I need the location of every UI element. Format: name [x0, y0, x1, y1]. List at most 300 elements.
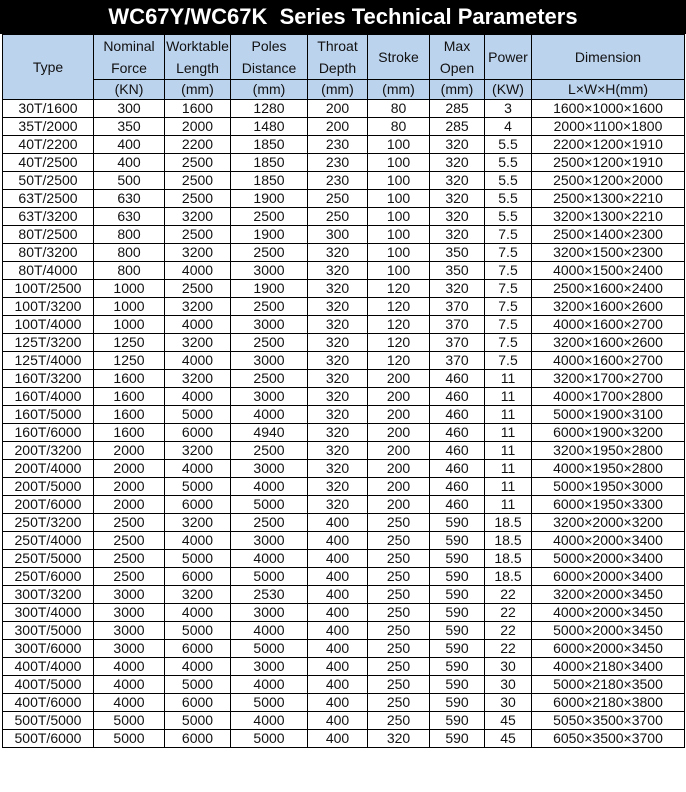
cell-force: 1250	[94, 352, 165, 370]
unit-poles: (mm)	[231, 80, 308, 100]
cell-dimension: 3200×1600×2600	[532, 298, 685, 316]
header-dimension: Dimension	[532, 35, 685, 80]
cell-poles: 5000	[231, 496, 308, 514]
cell-open: 460	[430, 370, 485, 388]
cell-type: 400T/6000	[3, 694, 94, 712]
cell-open: 460	[430, 496, 485, 514]
cell-power: 5.5	[485, 190, 532, 208]
cell-length: 3200	[165, 586, 231, 604]
cell-dimension: 2200×1200×1910	[532, 136, 685, 154]
table-row	[3, 586, 685, 604]
cell-stroke: 200	[368, 442, 430, 460]
cell-throat: 320	[308, 370, 368, 388]
cell-open: 370	[430, 316, 485, 334]
cell-length: 2500	[165, 226, 231, 244]
cell-length: 4000	[165, 388, 231, 406]
table-row	[3, 154, 685, 172]
cell-power: 5.5	[485, 208, 532, 226]
cell-power: 3	[485, 100, 532, 118]
table-row	[3, 496, 685, 514]
cell-force: 5000	[94, 712, 165, 730]
cell-poles: 4940	[231, 424, 308, 442]
cell-length: 3200	[165, 370, 231, 388]
cell-dimension: 5000×1950×3000	[532, 478, 685, 496]
cell-poles: 4000	[231, 550, 308, 568]
cell-open: 590	[430, 640, 485, 658]
unit-length: (mm)	[165, 80, 231, 100]
cell-length: 5000	[165, 550, 231, 568]
cell-open: 590	[430, 730, 485, 748]
cell-dimension: 5000×2000×3400	[532, 550, 685, 568]
cell-stroke: 250	[368, 640, 430, 658]
cell-poles: 3000	[231, 388, 308, 406]
cell-length: 4000	[165, 604, 231, 622]
cell-stroke: 250	[368, 532, 430, 550]
cell-throat: 400	[308, 658, 368, 676]
cell-power: 18.5	[485, 568, 532, 586]
header-throat: Throat Depth	[308, 35, 368, 80]
cell-force: 1600	[94, 406, 165, 424]
cell-throat: 320	[308, 334, 368, 352]
cell-open: 590	[430, 586, 485, 604]
cell-dimension: 5000×1900×3100	[532, 406, 685, 424]
table-row	[3, 298, 685, 316]
cell-throat: 200	[308, 118, 368, 136]
cell-poles: 3000	[231, 460, 308, 478]
cell-dimension: 3200×1950×2800	[532, 442, 685, 460]
cell-type: 40T/2200	[3, 136, 94, 154]
cell-dimension: 6050×3500×3700	[532, 730, 685, 748]
cell-power: 22	[485, 586, 532, 604]
cell-power: 22	[485, 604, 532, 622]
cell-power: 11	[485, 442, 532, 460]
cell-type: 30T/1600	[3, 100, 94, 118]
cell-type: 160T/5000	[3, 406, 94, 424]
cell-length: 6000	[165, 730, 231, 748]
table-row	[3, 388, 685, 406]
cell-force: 4000	[94, 694, 165, 712]
table-row	[3, 136, 685, 154]
unit-dimension: L×W×H(mm)	[532, 80, 685, 100]
cell-length: 2500	[165, 154, 231, 172]
cell-length: 3200	[165, 298, 231, 316]
cell-open: 350	[430, 262, 485, 280]
table-row	[3, 424, 685, 442]
cell-type: 500T/5000	[3, 712, 94, 730]
cell-length: 3200	[165, 442, 231, 460]
cell-length: 5000	[165, 478, 231, 496]
header-power: Power	[485, 35, 532, 80]
cell-length: 3200	[165, 334, 231, 352]
cell-type: 80T/3200	[3, 244, 94, 262]
cell-dimension: 2500×1400×2300	[532, 226, 685, 244]
cell-open: 590	[430, 568, 485, 586]
cell-force: 2500	[94, 532, 165, 550]
header-length: Worktable Length	[165, 35, 231, 80]
cell-stroke: 250	[368, 658, 430, 676]
cell-throat: 320	[308, 244, 368, 262]
cell-open: 590	[430, 712, 485, 730]
cell-open: 320	[430, 154, 485, 172]
cell-dimension: 3200×1500×2300	[532, 244, 685, 262]
cell-poles: 1850	[231, 136, 308, 154]
cell-length: 5000	[165, 712, 231, 730]
cell-dimension: 6000×1900×3200	[532, 424, 685, 442]
cell-length: 2500	[165, 172, 231, 190]
cell-open: 460	[430, 460, 485, 478]
table-row	[3, 316, 685, 334]
cell-power: 7.5	[485, 316, 532, 334]
cell-dimension: 3200×2000×3450	[532, 586, 685, 604]
table-row	[3, 406, 685, 424]
cell-length: 2500	[165, 280, 231, 298]
cell-stroke: 100	[368, 226, 430, 244]
cell-power: 45	[485, 730, 532, 748]
cell-dimension: 4000×1700×2800	[532, 388, 685, 406]
table-row	[3, 118, 685, 136]
cell-poles: 1480	[231, 118, 308, 136]
cell-force: 800	[94, 244, 165, 262]
cell-force: 2000	[94, 442, 165, 460]
cell-dimension: 4000×2180×3400	[532, 658, 685, 676]
cell-throat: 400	[308, 550, 368, 568]
unit-throat: (mm)	[308, 80, 368, 100]
cell-type: 63T/2500	[3, 190, 94, 208]
table-row	[3, 334, 685, 352]
cell-power: 11	[485, 478, 532, 496]
cell-poles: 3000	[231, 532, 308, 550]
cell-power: 22	[485, 640, 532, 658]
header-poles: Poles Distance	[231, 35, 308, 80]
cell-length: 3200	[165, 514, 231, 532]
table-row	[3, 244, 685, 262]
cell-power: 5.5	[485, 154, 532, 172]
cell-throat: 320	[308, 388, 368, 406]
cell-force: 2000	[94, 460, 165, 478]
cell-type: 160T/3200	[3, 370, 94, 388]
cell-force: 3000	[94, 586, 165, 604]
table-row	[3, 532, 685, 550]
cell-length: 4000	[165, 262, 231, 280]
cell-throat: 400	[308, 586, 368, 604]
cell-stroke: 120	[368, 316, 430, 334]
cell-dimension: 2500×1200×1910	[532, 154, 685, 172]
table-row	[3, 442, 685, 460]
cell-length: 5000	[165, 622, 231, 640]
cell-stroke: 100	[368, 172, 430, 190]
cell-stroke: 250	[368, 712, 430, 730]
cell-force: 2000	[94, 478, 165, 496]
table-row	[3, 658, 685, 676]
cell-open: 370	[430, 352, 485, 370]
cell-dimension: 1600×1000×1600	[532, 100, 685, 118]
cell-throat: 320	[308, 496, 368, 514]
cell-force: 2000	[94, 496, 165, 514]
cell-power: 11	[485, 388, 532, 406]
cell-stroke: 200	[368, 370, 430, 388]
cell-poles: 2500	[231, 244, 308, 262]
table-row	[3, 208, 685, 226]
unit-stroke: (mm)	[368, 80, 430, 100]
cell-throat: 250	[308, 190, 368, 208]
cell-power: 11	[485, 496, 532, 514]
cell-stroke: 120	[368, 298, 430, 316]
cell-poles: 4000	[231, 676, 308, 694]
cell-open: 460	[430, 388, 485, 406]
cell-type: 300T/4000	[3, 604, 94, 622]
table-row	[3, 262, 685, 280]
cell-power: 5.5	[485, 136, 532, 154]
cell-length: 5000	[165, 406, 231, 424]
cell-open: 590	[430, 604, 485, 622]
cell-throat: 320	[308, 406, 368, 424]
cell-throat: 320	[308, 460, 368, 478]
cell-type: 250T/5000	[3, 550, 94, 568]
cell-force: 2500	[94, 550, 165, 568]
cell-poles: 5000	[231, 730, 308, 748]
cell-power: 5.5	[485, 172, 532, 190]
cell-poles: 2500	[231, 442, 308, 460]
cell-stroke: 200	[368, 460, 430, 478]
cell-force: 3000	[94, 640, 165, 658]
cell-open: 590	[430, 532, 485, 550]
cell-type: 300T/6000	[3, 640, 94, 658]
table-row	[3, 676, 685, 694]
cell-open: 320	[430, 280, 485, 298]
cell-power: 4	[485, 118, 532, 136]
cell-length: 2200	[165, 136, 231, 154]
cell-throat: 400	[308, 712, 368, 730]
unit-open: (mm)	[430, 80, 485, 100]
cell-throat: 400	[308, 514, 368, 532]
cell-force: 800	[94, 226, 165, 244]
table-row	[3, 514, 685, 532]
cell-open: 320	[430, 208, 485, 226]
cell-poles: 1900	[231, 226, 308, 244]
cell-throat: 250	[308, 208, 368, 226]
cell-throat: 320	[308, 298, 368, 316]
cell-poles: 3000	[231, 604, 308, 622]
table-body	[3, 100, 685, 748]
cell-open: 320	[430, 226, 485, 244]
cell-length: 6000	[165, 424, 231, 442]
cell-power: 7.5	[485, 262, 532, 280]
cell-length: 4000	[165, 532, 231, 550]
cell-length: 1600	[165, 100, 231, 118]
table-row	[3, 190, 685, 208]
cell-force: 350	[94, 118, 165, 136]
cell-dimension: 4000×1500×2400	[532, 262, 685, 280]
sheet-title: WC67Y/WC67K Series Technical Parameters	[0, 0, 686, 34]
cell-throat: 230	[308, 154, 368, 172]
cell-poles: 3000	[231, 316, 308, 334]
cell-power: 7.5	[485, 352, 532, 370]
cell-dimension: 5050×3500×3700	[532, 712, 685, 730]
cell-type: 80T/4000	[3, 262, 94, 280]
cell-force: 500	[94, 172, 165, 190]
table-row	[3, 478, 685, 496]
table-row	[3, 604, 685, 622]
cell-poles: 1850	[231, 154, 308, 172]
cell-poles: 4000	[231, 712, 308, 730]
cell-open: 590	[430, 694, 485, 712]
cell-dimension: 4000×1600×2700	[532, 316, 685, 334]
cell-stroke: 100	[368, 208, 430, 226]
cell-force: 1000	[94, 298, 165, 316]
cell-throat: 400	[308, 622, 368, 640]
cell-throat: 320	[308, 316, 368, 334]
unit-power: (KW)	[485, 80, 532, 100]
cell-stroke: 320	[368, 730, 430, 748]
cell-stroke: 100	[368, 244, 430, 262]
cell-poles: 1900	[231, 280, 308, 298]
cell-throat: 230	[308, 136, 368, 154]
header-force: Nominal Force	[94, 35, 165, 80]
cell-type: 250T/4000	[3, 532, 94, 550]
cell-dimension: 6000×2180×3800	[532, 694, 685, 712]
cell-force: 2500	[94, 568, 165, 586]
cell-throat: 400	[308, 604, 368, 622]
table-row	[3, 550, 685, 568]
cell-power: 7.5	[485, 334, 532, 352]
cell-poles: 5000	[231, 694, 308, 712]
cell-power: 30	[485, 694, 532, 712]
cell-throat: 400	[308, 532, 368, 550]
cell-open: 460	[430, 406, 485, 424]
cell-stroke: 200	[368, 406, 430, 424]
cell-stroke: 250	[368, 550, 430, 568]
cell-dimension: 2500×1200×2000	[532, 172, 685, 190]
cell-open: 590	[430, 622, 485, 640]
cell-type: 200T/3200	[3, 442, 94, 460]
cell-force: 1000	[94, 280, 165, 298]
cell-type: 125T/3200	[3, 334, 94, 352]
cell-open: 460	[430, 442, 485, 460]
table-row	[3, 352, 685, 370]
cell-dimension: 6000×1950×3300	[532, 496, 685, 514]
cell-length: 6000	[165, 568, 231, 586]
cell-open: 350	[430, 244, 485, 262]
cell-stroke: 250	[368, 622, 430, 640]
table-row	[3, 172, 685, 190]
cell-poles: 3000	[231, 352, 308, 370]
cell-length: 3200	[165, 244, 231, 262]
cell-poles: 2500	[231, 334, 308, 352]
cell-stroke: 250	[368, 694, 430, 712]
table-row	[3, 370, 685, 388]
cell-force: 5000	[94, 730, 165, 748]
table-row	[3, 568, 685, 586]
cell-stroke: 250	[368, 514, 430, 532]
cell-poles: 4000	[231, 406, 308, 424]
cell-stroke: 200	[368, 496, 430, 514]
cell-stroke: 250	[368, 586, 430, 604]
cell-type: 160T/6000	[3, 424, 94, 442]
cell-open: 320	[430, 172, 485, 190]
cell-open: 320	[430, 136, 485, 154]
cell-open: 320	[430, 190, 485, 208]
cell-throat: 400	[308, 694, 368, 712]
cell-open: 285	[430, 118, 485, 136]
cell-open: 460	[430, 478, 485, 496]
table-row	[3, 622, 685, 640]
cell-force: 4000	[94, 676, 165, 694]
cell-length: 4000	[165, 352, 231, 370]
cell-force: 400	[94, 136, 165, 154]
cell-power: 11	[485, 460, 532, 478]
cell-throat: 320	[308, 262, 368, 280]
cell-poles: 3000	[231, 658, 308, 676]
cell-length: 4000	[165, 460, 231, 478]
cell-throat: 320	[308, 280, 368, 298]
cell-force: 1600	[94, 388, 165, 406]
table-header	[3, 35, 685, 100]
cell-stroke: 120	[368, 280, 430, 298]
cell-poles: 4000	[231, 478, 308, 496]
cell-power: 18.5	[485, 550, 532, 568]
cell-type: 160T/4000	[3, 388, 94, 406]
unit-force: (KN)	[94, 80, 165, 100]
cell-dimension: 6000×2000×3400	[532, 568, 685, 586]
cell-length: 2500	[165, 190, 231, 208]
cell-length: 2000	[165, 118, 231, 136]
header-type: Type	[3, 35, 94, 100]
cell-force: 3000	[94, 622, 165, 640]
cell-type: 63T/3200	[3, 208, 94, 226]
table-row	[3, 100, 685, 118]
table-row	[3, 460, 685, 478]
cell-length: 6000	[165, 496, 231, 514]
cell-open: 460	[430, 424, 485, 442]
cell-poles: 3000	[231, 262, 308, 280]
cell-poles: 1900	[231, 190, 308, 208]
table-row	[3, 712, 685, 730]
cell-type: 300T/5000	[3, 622, 94, 640]
cell-stroke: 250	[368, 568, 430, 586]
cell-stroke: 250	[368, 604, 430, 622]
cell-type: 200T/6000	[3, 496, 94, 514]
cell-throat: 320	[308, 352, 368, 370]
cell-force: 1600	[94, 370, 165, 388]
cell-dimension: 3200×1300×2210	[532, 208, 685, 226]
cell-stroke: 100	[368, 262, 430, 280]
cell-power: 11	[485, 406, 532, 424]
cell-dimension: 3200×2000×3200	[532, 514, 685, 532]
cell-open: 370	[430, 334, 485, 352]
cell-type: 250T/3200	[3, 514, 94, 532]
cell-dimension: 4000×2000×3400	[532, 532, 685, 550]
cell-type: 100T/2500	[3, 280, 94, 298]
cell-type: 400T/4000	[3, 658, 94, 676]
cell-poles: 1850	[231, 172, 308, 190]
cell-type: 125T/4000	[3, 352, 94, 370]
cell-throat: 400	[308, 568, 368, 586]
cell-power: 7.5	[485, 298, 532, 316]
cell-type: 250T/6000	[3, 568, 94, 586]
cell-length: 6000	[165, 640, 231, 658]
cell-power: 11	[485, 370, 532, 388]
cell-force: 800	[94, 262, 165, 280]
cell-open: 285	[430, 100, 485, 118]
cell-length: 5000	[165, 676, 231, 694]
cell-throat: 320	[308, 424, 368, 442]
cell-power: 11	[485, 424, 532, 442]
cell-dimension: 4000×2000×3450	[532, 604, 685, 622]
cell-stroke: 120	[368, 352, 430, 370]
cell-poles: 5000	[231, 568, 308, 586]
cell-type: 100T/3200	[3, 298, 94, 316]
cell-stroke: 250	[368, 676, 430, 694]
